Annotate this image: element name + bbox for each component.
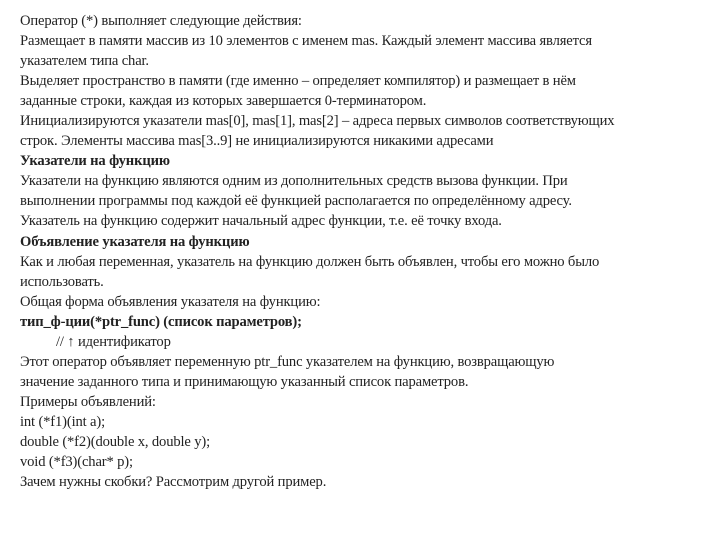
text-line: Указатели на функцию являются одним из дополнительных средств вызова функции. При: [20, 173, 568, 190]
text-line: строк. Элементы массива mas[3..9] не инициализируются никакими адресами: [20, 133, 494, 150]
text-line: значение заданного типа и принимающую указанный список параметров.: [20, 373, 469, 390]
code-example-line: int (*f1)(int a);: [20, 413, 105, 430]
text-line: Выделяет пространство в памяти (где именно – определяет компилятор) и размещает в нём: [20, 73, 576, 90]
text-line: Указатель на функцию содержит начальный адрес функции, т.е. её точку входа.: [20, 213, 502, 230]
text-line: Оператор (*) выполняет следующие действия:: [20, 13, 302, 29]
text-line: указателем типа char.: [20, 53, 149, 70]
text-line: использовать.: [20, 273, 104, 290]
text-block: [20, 11, 708, 492]
text-line: выполнении программы под каждой её функцией располагается по определённому адресу.: [20, 193, 572, 210]
text-line: Общая форма объявления указателя на функцию:: [20, 293, 321, 310]
text-line: Как и любая переменная, указатель на функцию должен быть объявлен, чтобы его можно было: [20, 253, 600, 270]
syntax-line: тип_ф-ции(*ptr_func) (список параметров);: [20, 313, 302, 330]
text-line: заданные строки, каждая из которых завершается 0-терминатором.: [20, 93, 427, 110]
code-example-line: double (*f2)(double x, double y);: [20, 433, 210, 450]
section-heading-declaration: Объявление указателя на функцию: [20, 233, 250, 250]
code-example-line: void (*f3)(char* p);: [20, 454, 133, 471]
text-line: Инициализируются указатели mas[0], mas[1], mas[2] – адреса первых символов соответствующих: [20, 113, 615, 130]
section-heading-function-pointers: Указатели на функцию: [20, 153, 170, 170]
text-line: Размещает в памяти массив из 10 элементов с именем mas. Каждый элемент массива является: [20, 33, 592, 50]
text-line: Примеры объявлений:: [20, 393, 156, 410]
syntax-comment: // ↑ идентификатор: [56, 333, 171, 350]
text-line: Зачем нужны скобки? Рассмотрим другой пример.: [20, 474, 327, 491]
text-line: Этот оператор объявляет переменную ptr_func указателем на функцию, возвращающую: [20, 353, 555, 370]
